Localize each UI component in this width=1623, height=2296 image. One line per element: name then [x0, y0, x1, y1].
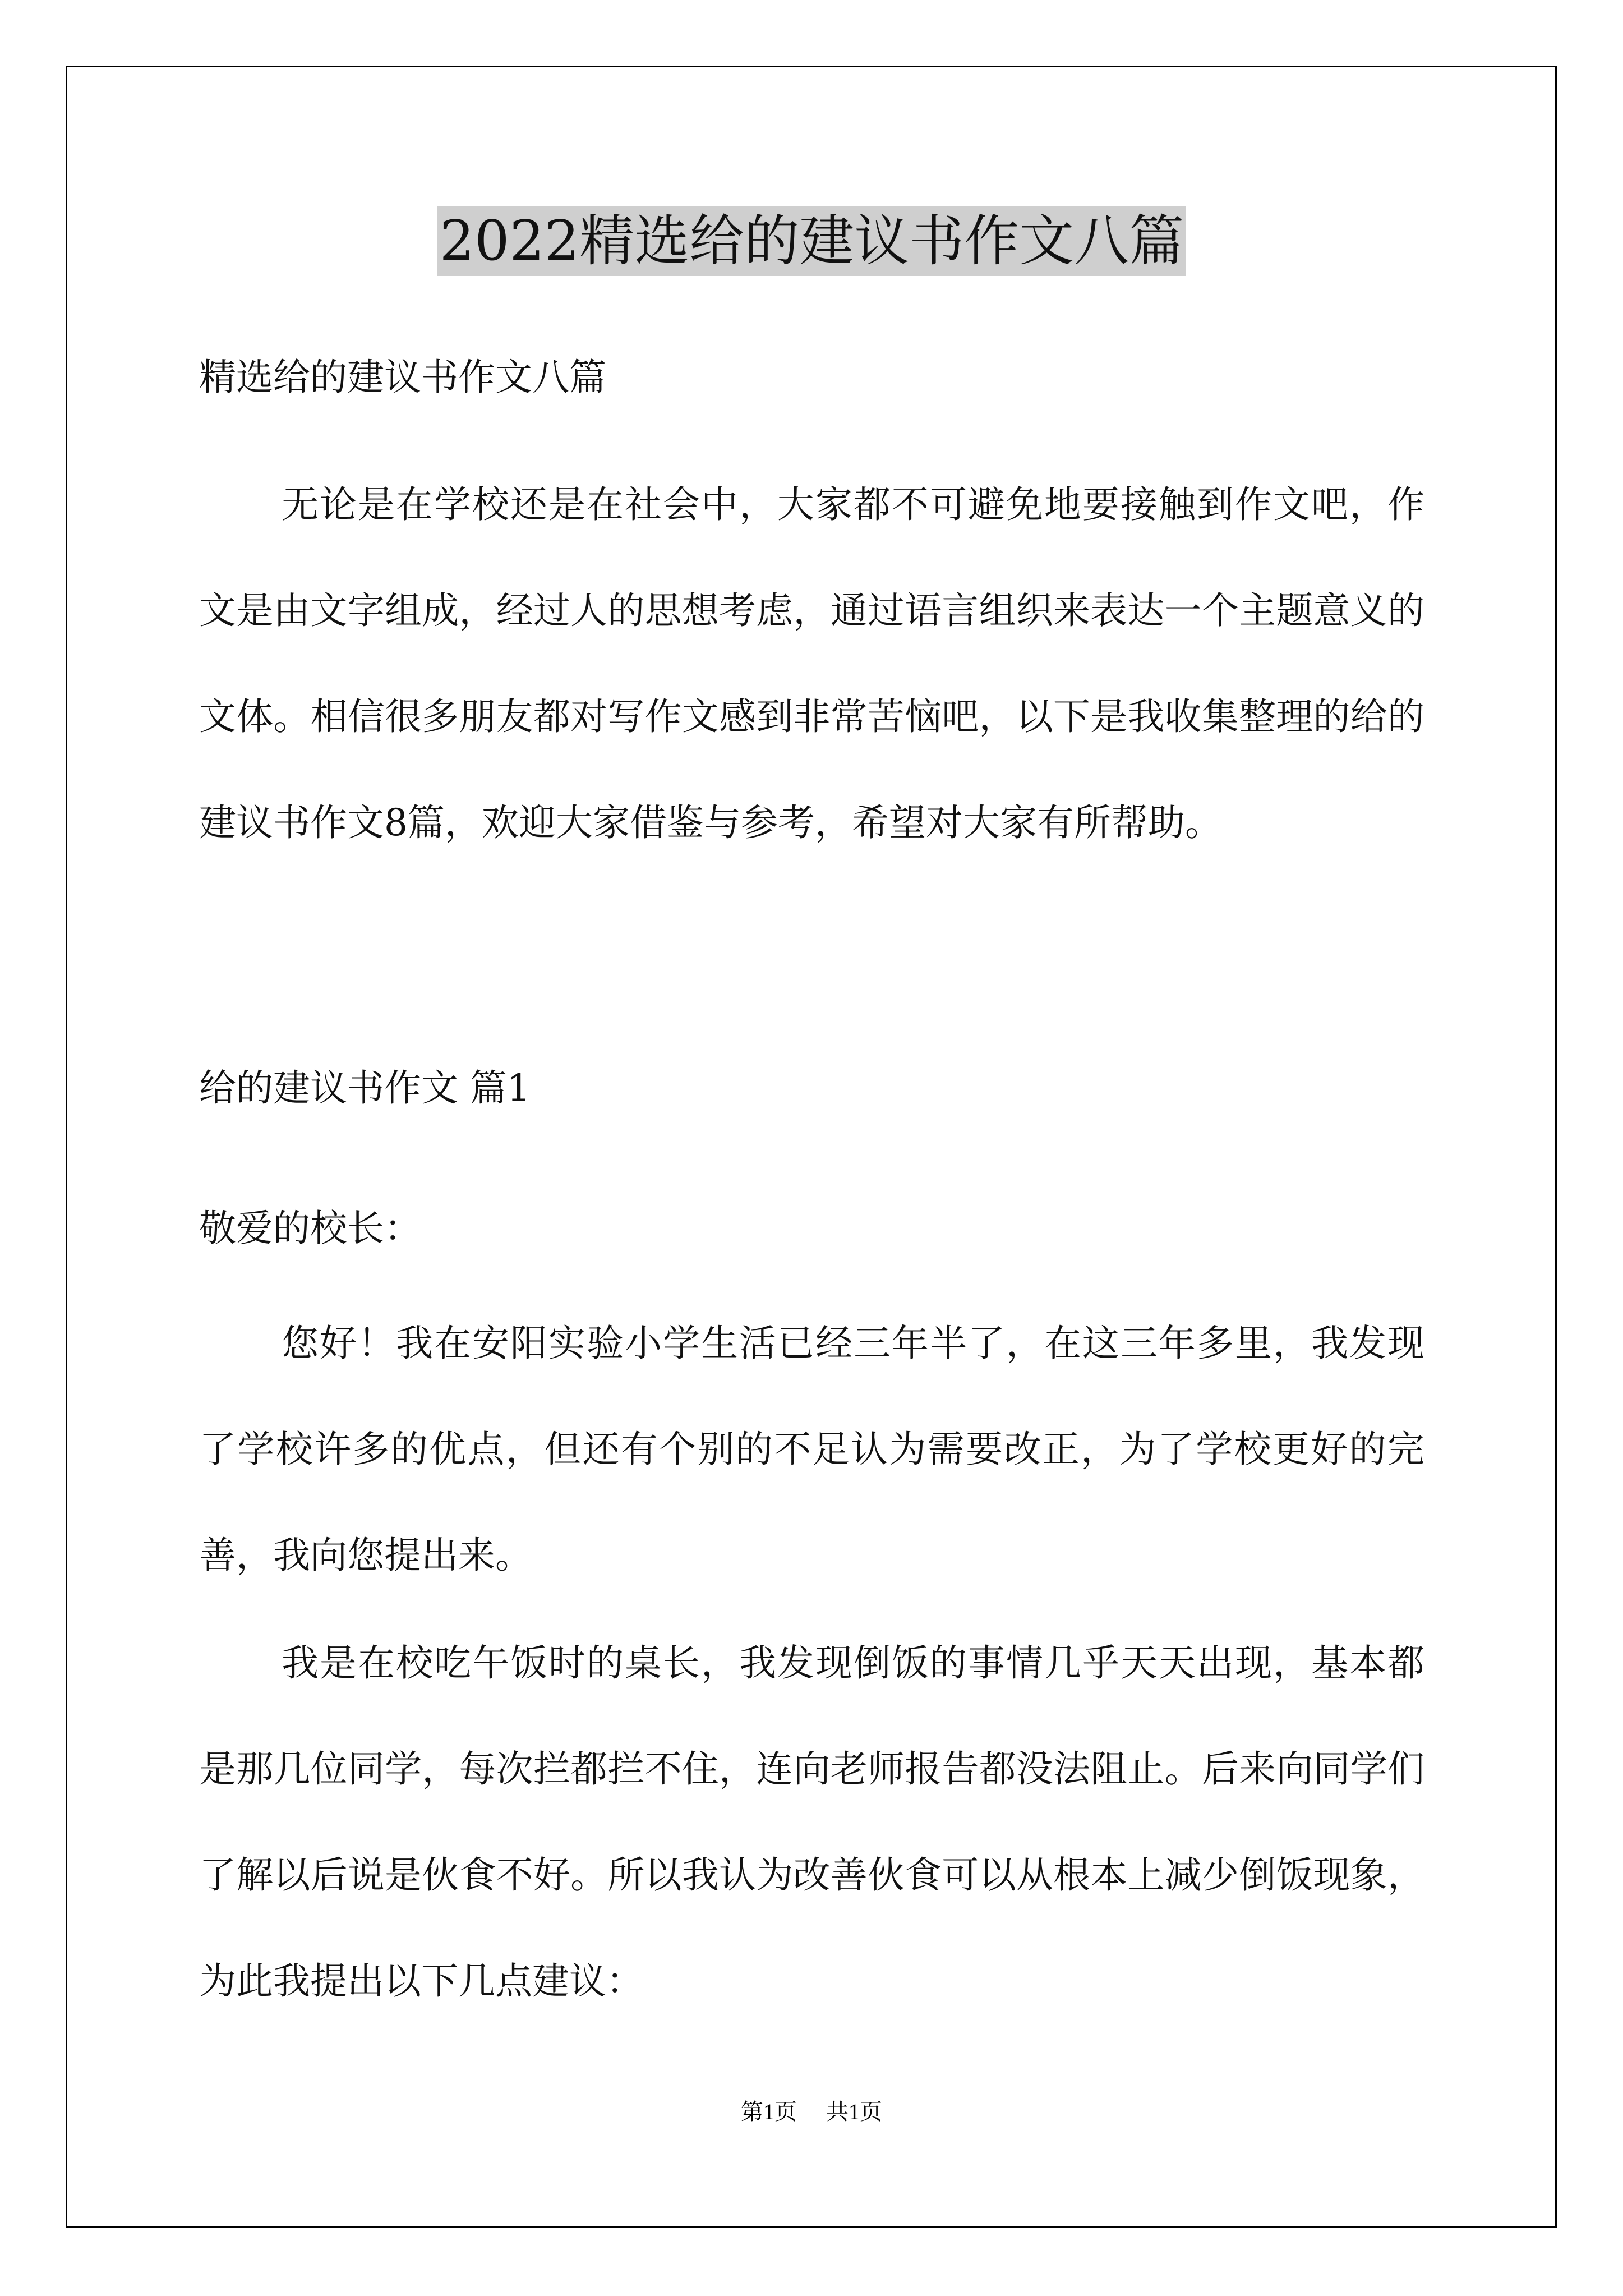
- page-footer: [0, 2098, 1623, 2126]
- document-title: 2022精选给的建议书作文八篇: [437, 206, 1186, 276]
- title-block: [199, 206, 1424, 276]
- body-paragraph-1: 您好！我在安阳实验小学生活已经三年半了，在这三年多里，我发现了学校许多的优点，但还有个别的不足认为需要改正，为了学校更好的完善，我向您提出来。: [199, 1322, 1424, 1577]
- document-subtitle: 精选给的建议书作文八篇: [199, 356, 606, 399]
- body-paragraph-2: 我是在校吃午饭时的桌长，我发现倒饭的事情几乎天天出现，基本都是那几位同学，每次拦都拦不住，连向老师报告都没法阻止。后来向同学们了解以后说是伙食不好。所以我认为改善伙食可以从根本上减少倒饭现象，为此我提出以下几点建议：: [199, 1641, 1424, 2003]
- section-heading: 给的建议书作文 篇1: [199, 1066, 531, 1110]
- letter-greeting: 敬爱的校长：: [199, 1207, 421, 1250]
- intro-paragraph: 无论是在学校还是在社会中，大家都不可避免地要接触到作文吧，作文是由文字组成，经过人的思想考虑，通过语言组织来表达一个主题意义的文体。相信很多朋友都对写作文感到非常苦恼吧，以下是我收集整理的给的建议书作文8篇，欢迎大家借鉴与参考，希望对大家有所帮助。: [199, 483, 1424, 844]
- page-total: 共1页: [826, 2099, 882, 2124]
- page-number: 第1页: [741, 2099, 797, 2124]
